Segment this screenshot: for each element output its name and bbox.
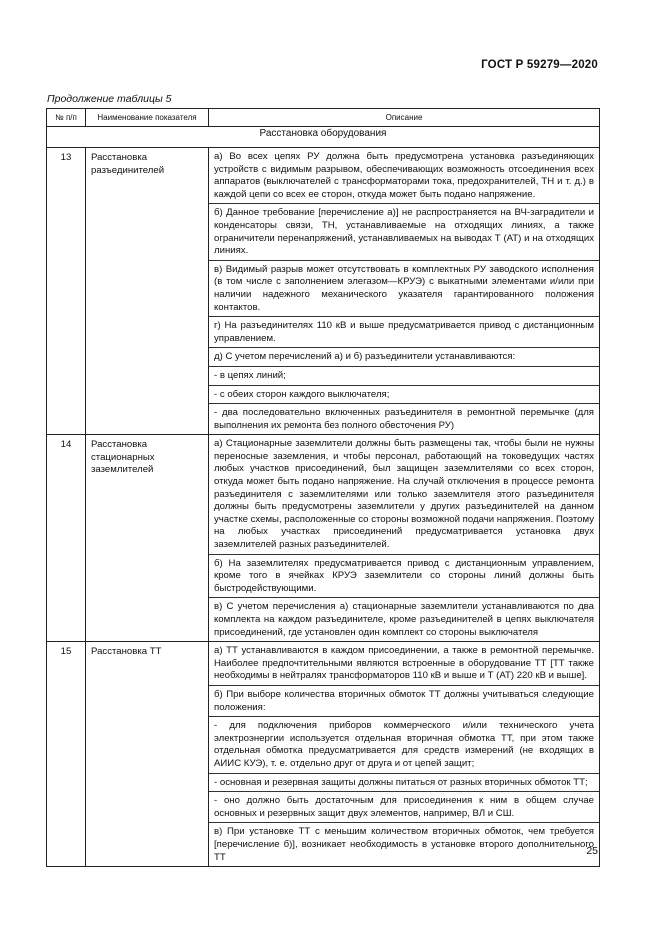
column-header-description: Описание bbox=[209, 109, 600, 127]
description-paragraph: - с обеих сторон каждого выключателя; bbox=[209, 386, 599, 405]
row-indicator-name: Расстановка стационарных заземлителей bbox=[86, 435, 209, 642]
table-continuation-caption: Продолжение таблицы 5 bbox=[47, 93, 172, 105]
description-paragraph: - оно должно быть достаточным для присоединения к ним в общем случае основных и резервных защит двух элементов, например, ВЛ и СШ. bbox=[209, 792, 599, 823]
column-header-number: № п/п bbox=[47, 109, 86, 127]
table-row bbox=[47, 642, 600, 867]
description-paragraph: в) С учетом перечисления а) стационарные заземлители устанавливаются по два комплекта на каждом разъединителе, кроме разъединителей в цепях выключателя присоединений, где установлен один комплект со стороны выключателя bbox=[214, 601, 594, 638]
description-paragraph: б) На заземлителях предусматривается привод с дистанционным управлением, кроме того в ячейках КРУЭ заземлители со стороны линий должны быть быстродействующими. bbox=[209, 555, 599, 599]
description-paragraph: д) С учетом перечислений а) и б) разъединители устанавливаются: bbox=[209, 348, 599, 367]
table-row bbox=[47, 148, 600, 435]
description-paragraph: а) Стационарные заземлители должны быть размещены так, чтобы были не нужны переносные заземления, и чтобы персонал, работающий на токоведущих частях любых участков присоединений, был защищен заземлителями со всех сторон, откуда может быть подано напряжение. На случай отключения в процессе ремонта разъединителя с заземлителями или только заземлителя этого разъединителя должны быть предусмотрены заземлители у других разъединителей на данном участке схемы, расположенные со стороны возможной подачи напряжения. Поэтому на любых участках присоединений предусматривается установка двух заземлителей разных разъединителей. bbox=[209, 435, 599, 554]
description-paragraph: а) Во всех цепях РУ должна быть предусмотрена установка разъединяющих устройств с видимым разрывом, обеспечивающих возможность отсоединения всех аппаратов (выключателей с трансформаторами тока, предохранителей, ТН и т. д.) в каждой цепи со всех ее сторон, откуда может быть подано напряжение. bbox=[209, 148, 599, 204]
row-description bbox=[209, 148, 600, 435]
row-number: 14 bbox=[47, 435, 86, 642]
row-indicator-name: Расстановка ТТ bbox=[86, 642, 209, 867]
description-paragraph: г) На разъединителях 110 кВ и выше предусматривается привод с дистанционным управлением. bbox=[209, 317, 599, 348]
table-row bbox=[47, 435, 600, 642]
description-paragraph: в) Видимый разрыв может отсутствовать в комплектных РУ заводского исполнения (в том числе с заполнением элегазом—КРУЭ) с выкатными элементами и/или при наличии надежного механического указателя гарантированного положения контактов. bbox=[209, 261, 599, 317]
description-paragraph: - в цепях линий; bbox=[209, 367, 599, 386]
row-description bbox=[209, 642, 600, 867]
row-number: 13 bbox=[47, 148, 86, 435]
page-number: 25 bbox=[586, 845, 598, 857]
description-paragraph: б) При выборе количества вторичных обмоток ТТ должны учитываться следующие положения: bbox=[209, 686, 599, 717]
description-paragraph: б) Данное требование [перечисление а)] не распространяется на ВЧ-заградители и конденсаторы связи, ТН, устанавливаемые на отходящих линиях, а также ограничители перенапряжений, устанавливаемых на выводах Т (АТ) и на отходящих линиях. bbox=[209, 204, 599, 260]
section-row bbox=[47, 127, 600, 148]
description-paragraph: - для подключения приборов коммерческого и/или технического учета электроэнергии используется отдельная вторичная обмотка ТТ, при этом также отдельная обмотка предусматривается для средств измерений (не входящих в АИИС КУЭ), т. е. отдельно друг от друга и от цепей защит; bbox=[209, 717, 599, 773]
description-paragraph: - два последовательно включенных разъединителя в ремонтной перемычке (для выполнения их ремонта без полного обесточения РУ) bbox=[214, 407, 594, 431]
table-header-row bbox=[47, 109, 600, 127]
description-paragraph: в) При установке ТТ с меньшим количеством вторичных обмоток, чем требуется [перечисление б)], возникает необходимость в установке второго дополнительного ТТ bbox=[214, 826, 594, 863]
standard-number: ГОСТ Р 59279—2020 bbox=[481, 59, 598, 71]
specification-table bbox=[46, 108, 600, 867]
row-indicator-name: Расстановка разъединителей bbox=[86, 148, 209, 435]
row-description bbox=[209, 435, 600, 642]
row-number: 15 bbox=[47, 642, 86, 867]
column-header-indicator: Наименование показателя bbox=[86, 109, 209, 127]
description-paragraph: а) ТТ устанавливаются в каждом присоединении, а также в ремонтной перемычке. Наиболее предпочтительными являются встроенные в оборудование ТТ [ТТ также необходимы в нейтралях трансформаторов 110 кВ и выше и Т (АТ) 220 кВ и выше]. bbox=[209, 642, 599, 686]
section-title: Расстановка оборудования bbox=[47, 127, 600, 148]
description-paragraph: - основная и резервная защиты должны питаться от разных вторичных обмоток ТТ; bbox=[209, 774, 599, 793]
